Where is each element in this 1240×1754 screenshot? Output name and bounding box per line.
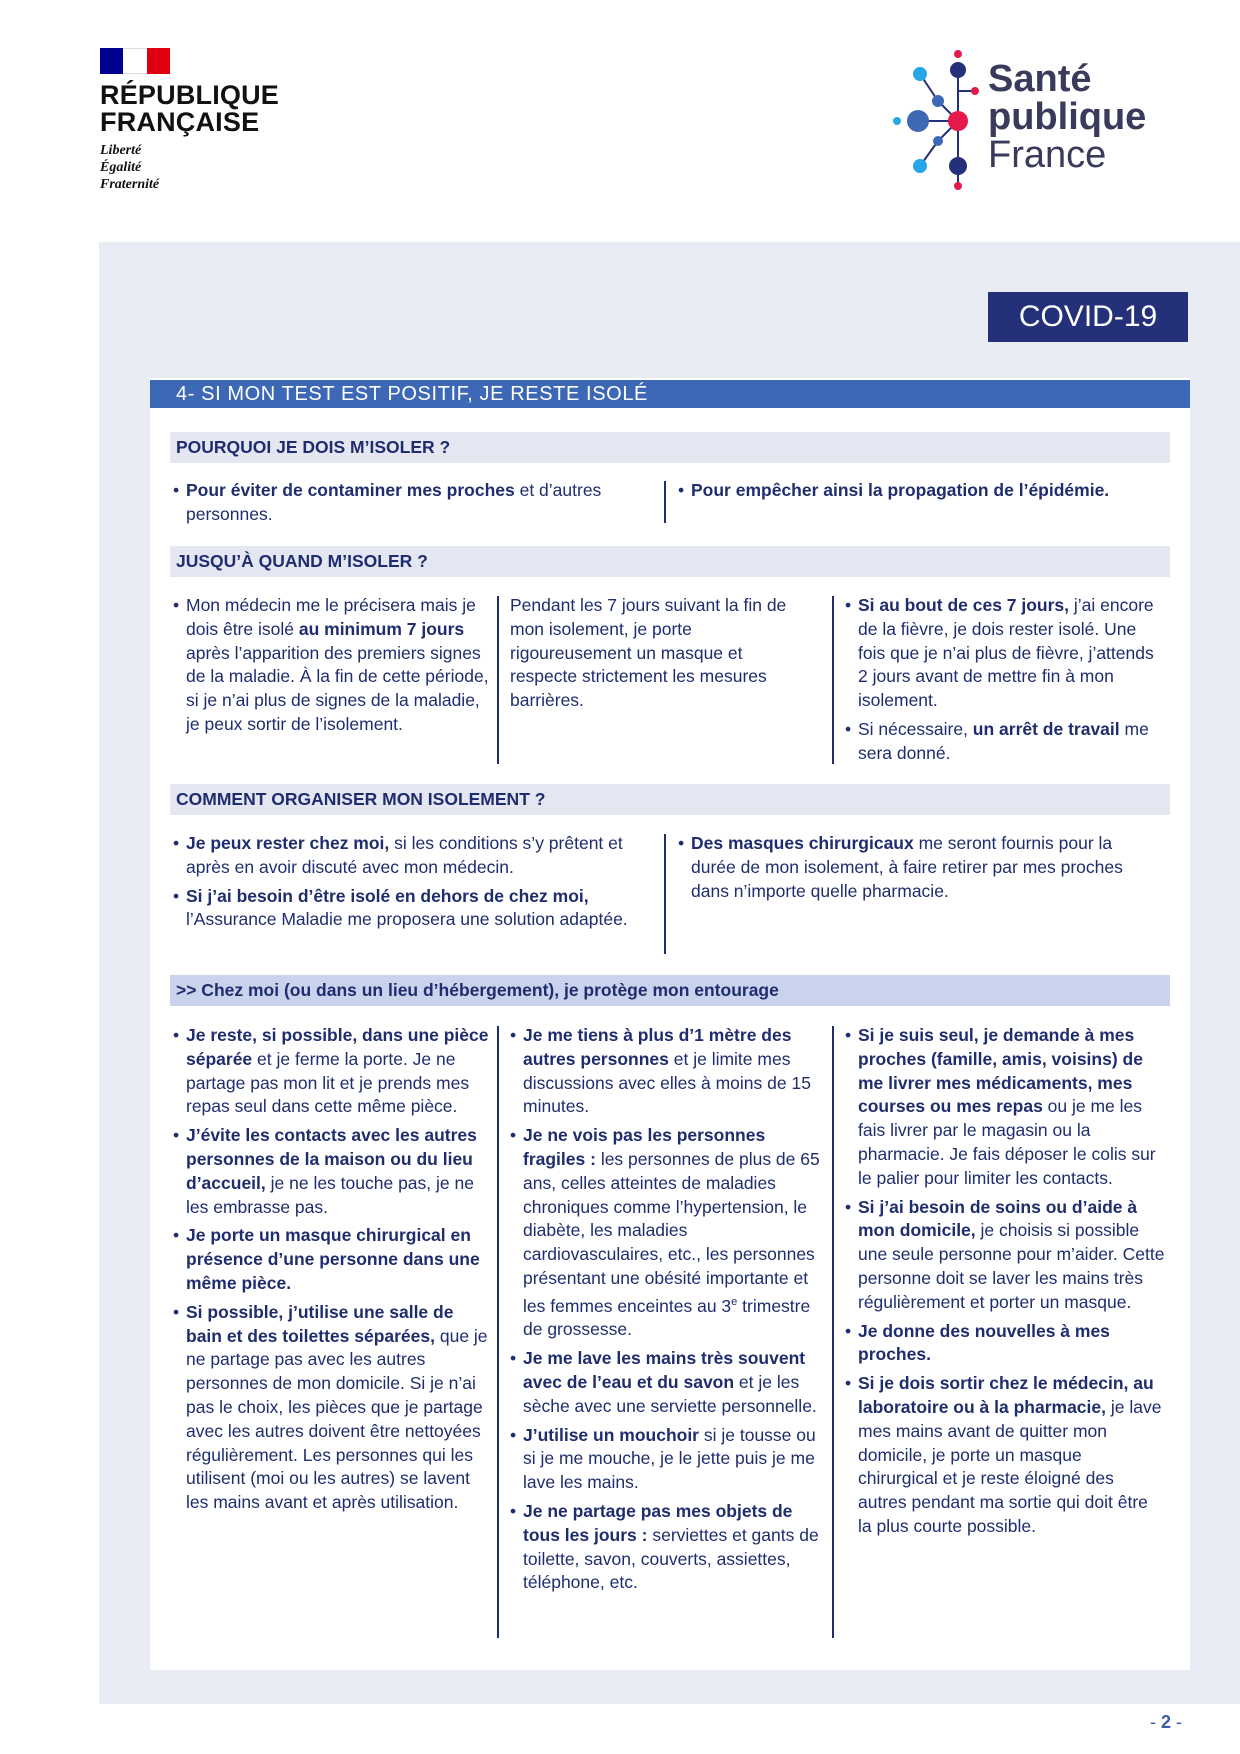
covid-badge: COVID-19 <box>988 292 1188 342</box>
list-item: • Mon médecin me le précisera mais je dois être isolé au minimum 7 jours après l’apparition des premiers signes de la maladie. À la fin de cette période, si je n’ai plus de signes de la maladie, je peux sortir de l’isolement. <box>173 594 493 737</box>
section-title-bar <box>150 380 1190 408</box>
column-divider <box>664 834 666 954</box>
list-item: • Si nécessaire, un arrêt de travail me sera donné. <box>845 718 1165 766</box>
list-item: • Je donne des nouvelles à mes proches. <box>845 1320 1165 1368</box>
organiser-right <box>678 832 1148 908</box>
spf-line3: France <box>988 134 1107 176</box>
republique-francaise-logo <box>100 48 279 193</box>
chez-moi-col1 <box>173 1024 493 1520</box>
pourquoi-left <box>173 479 643 532</box>
republique-line2: FRANÇAISE <box>100 107 260 137</box>
page-number: - 2 - <box>1150 1712 1183 1732</box>
column-divider <box>497 596 499 764</box>
list-item: Pendant les 7 jours suivant la fin de mon isolement, je porte rigoureusement un masque et respecte strictement les mesures barrières. <box>510 595 787 711</box>
list-item: • J’évite les contacts avec les autres personnes de la maison ou du lieu d’accueil, je ne les touche pas, je ne les embrasse pas. <box>173 1124 493 1219</box>
motto-fraternite: Fraternité <box>100 177 160 192</box>
list-item: • Je me lave les mains très souvent avec de l’eau et du savon et je les sèche avec une serviette personnelle. <box>510 1347 825 1418</box>
sante-publique-france-logo <box>880 46 1160 196</box>
motto-liberte: Liberté <box>100 143 142 158</box>
french-flag-icon <box>100 48 170 74</box>
list-item: • Je porte un masque chirurgical en présence d’une personne dans une même pièce. <box>173 1224 493 1295</box>
list-item: • Pour éviter de contaminer mes proches et d’autres personnes. <box>173 479 643 527</box>
subheading-comment-organiser: COMMENT ORGANISER MON ISOLEMENT ? <box>170 784 1170 815</box>
column-divider <box>832 1026 834 1638</box>
jusqua-col2 <box>510 594 810 718</box>
pourquoi-right <box>678 479 1178 508</box>
column-divider <box>832 596 834 764</box>
spf-line2: publique <box>988 96 1147 138</box>
organiser-left <box>173 832 653 937</box>
subheading-pourquoi: POURQUOI JE DOIS M’ISOLER ? <box>170 432 1170 463</box>
column-divider <box>664 481 666 523</box>
list-item: • Si je suis seul, je demande à mes proches (famille, amis, voisins) de me livrer mes médicaments, mes courses ou mes repas ou je me les fais livrer par le magasin ou la pharmacie. Je fais déposer le colis sur le palier pour limiter les contacts. <box>845 1024 1165 1191</box>
chez-moi-col2 <box>510 1024 825 1600</box>
list-item: • Si j’ai besoin de soins ou d’aide à mon domicile, je choisis si possible une seule personne pour m’aider. Cette personne doit se laver les mains très régulièrement et porter un masque. <box>845 1196 1165 1315</box>
subheading-chez-moi: >> Chez moi (ou dans un lieu d’hébergement), je protège mon entourage <box>170 975 1170 1006</box>
jusqua-col1 <box>173 594 493 742</box>
list-item: • Si possible, j’utilise une salle de bain et des toilettes séparées, que je ne partage pas avec les autres personnes de mon domicile. Si je n’ai pas le choix, les pièces que je partage avec les autres doivent être nettoyées régulièrement. Les personnes qui les utilisent (moi ou les autres) se lavent les mains avant et après utilisation. <box>173 1301 493 1515</box>
spf-line1: Santé <box>988 58 1092 100</box>
section-title: 4- SI MON TEST EST POSITIF, JE RESTE ISOLÉ <box>176 383 648 405</box>
list-item: • Si au bout de ces 7 jours, j’ai encore de la fièvre, je dois rester isolé. Une fois que je n’ai plus de fièvre, j’attends 2 jours avant de mettre fin à mon isolement. <box>845 594 1165 713</box>
column-divider <box>497 1026 499 1638</box>
list-item: • Pour empêcher ainsi la propagation de l’épidémie. <box>678 479 1178 503</box>
list-item: • Je ne partage pas mes objets de tous les jours : serviettes et gants de toilette, savon, couverts, assiettes, téléphone, etc. <box>510 1500 825 1595</box>
list-item: • Je me tiens à plus d’1 mètre des autres personnes et je limite mes discussions avec elles à moins de 15 minutes. <box>510 1024 825 1119</box>
list-item: • Je ne vois pas les personnes fragiles : les personnes de plus de 65 ans, celles atteintes de maladies chroniques comme l’hypertension, le diabète, les maladies cardiovasculaires, etc., les personnes présentant une obésité importante et les femmes enceintes au 3e trimestre de grossesse. <box>510 1124 825 1342</box>
molecule-icon <box>880 46 990 196</box>
chez-moi-col3 <box>845 1024 1165 1544</box>
republique-line1: RÉPUBLIQUE <box>100 80 280 110</box>
list-item: • J’utilise un mouchoir si je tousse ou si je me mouche, je le jette puis je me lave les mains. <box>510 1424 825 1495</box>
subheading-jusqua-quand: JUSQU’À QUAND M’ISOLER ? <box>170 546 1170 577</box>
list-item: • Je reste, si possible, dans une pièce séparée et je ferme la porte. Je ne partage pas mon lit et je prends mes repas seul dans cette même pièce. <box>173 1024 493 1119</box>
motto-egalite: Égalité <box>100 160 142 175</box>
jusqua-col3 <box>845 594 1165 771</box>
list-item: • Je peux rester chez moi, si les conditions s’y prêtent et après en avoir discuté avec mon médecin. <box>173 832 653 880</box>
list-item: • Si je dois sortir chez le médecin, au laboratoire ou à la pharmacie, je lave mes mains avant de quitter mon domicile, je porte un masque chirurgical et je reste éloigné des autres pendant ma sortie qui doit être la plus courte possible. <box>845 1372 1165 1539</box>
list-item: • Si j’ai besoin d’être isolé en dehors de chez moi, l’Assurance Maladie me proposera une solution adaptée. <box>173 885 653 933</box>
list-item: • Des masques chirurgicaux me seront fournis pour la durée de mon isolement, à faire retirer par mes proches dans n’importe quelle pharmacie. <box>678 832 1148 903</box>
